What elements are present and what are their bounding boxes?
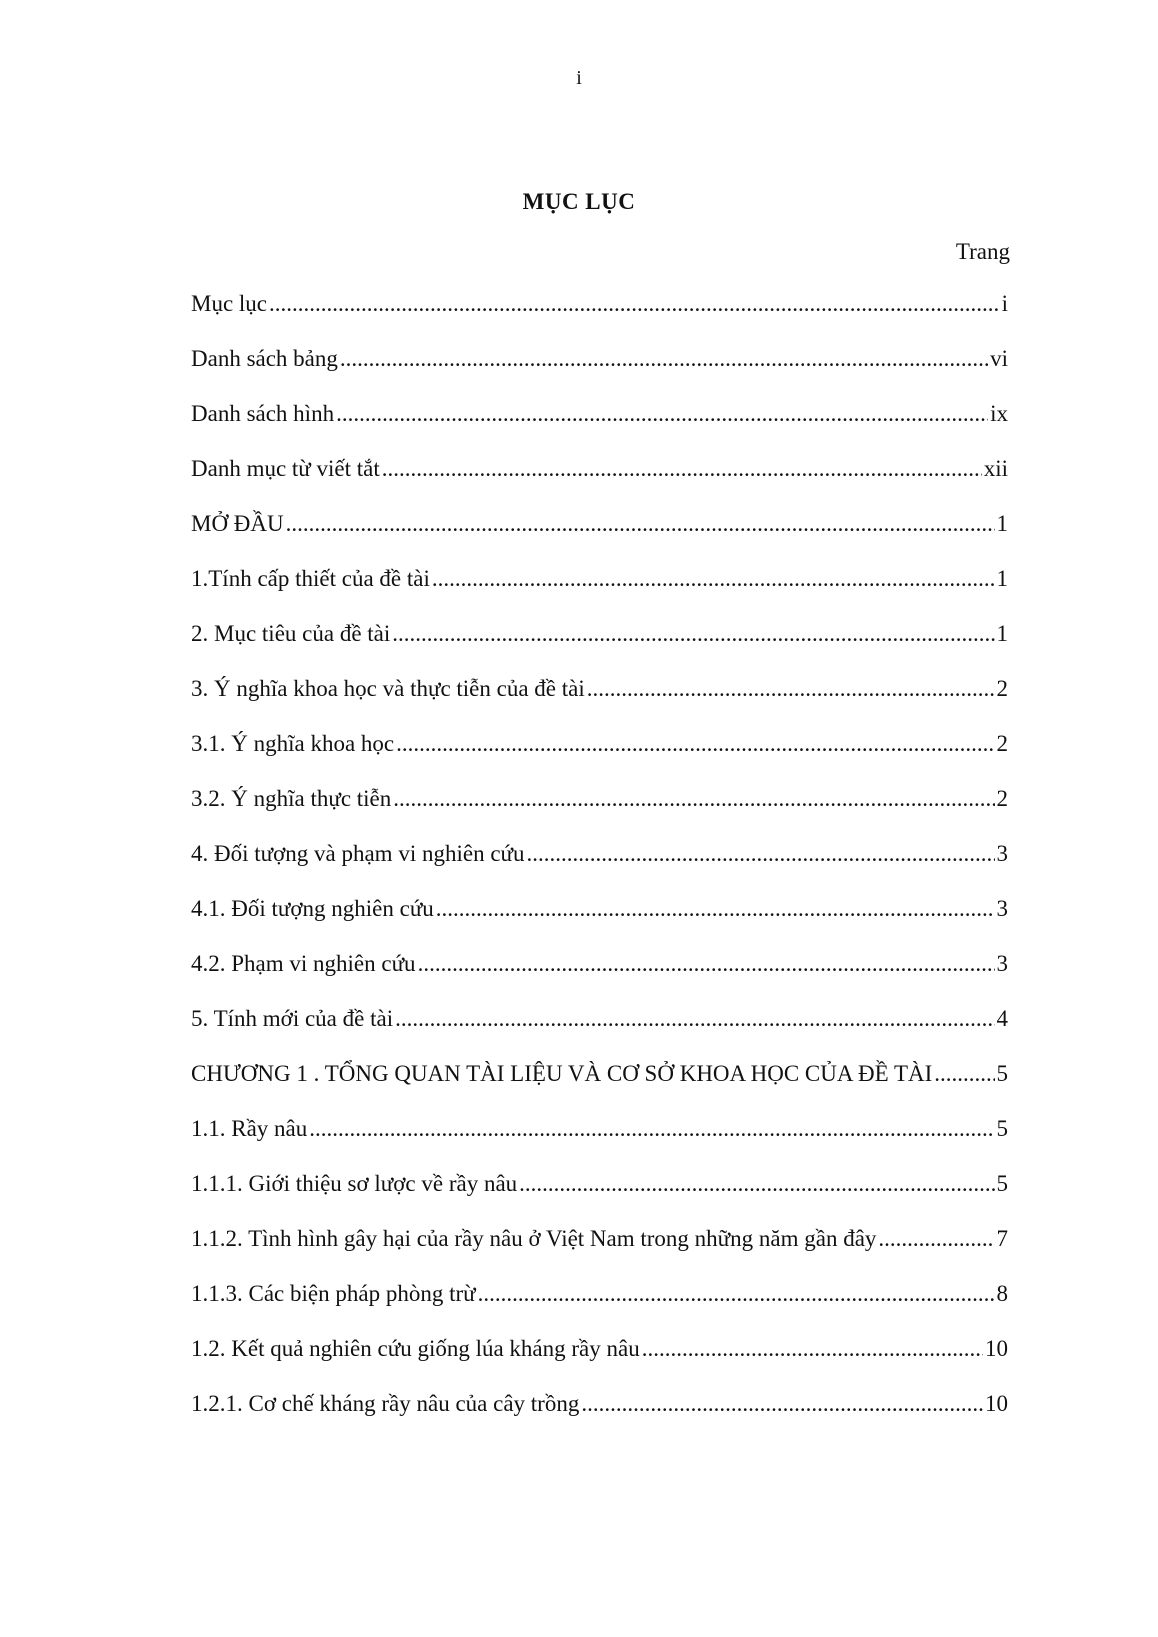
toc-entry-label: CHƯƠNG 1 . TỔNG QUAN TÀI LIỆU VÀ CƠ SỞ KHOA HỌC CỦA ĐỀ TÀI xyxy=(191,1061,933,1086)
toc-entry-page: 4 xyxy=(996,1006,1008,1031)
toc-entry-label: 1.1. Rầy nâu xyxy=(191,1116,308,1141)
toc-dot-leader xyxy=(336,400,988,428)
toc-entry[interactable] xyxy=(191,950,1008,1005)
toc-entry-label: 3.2. Ý nghĩa thực tiễn xyxy=(191,786,392,811)
toc-entry-page: 2 xyxy=(996,676,1008,701)
page-column-header: Trang xyxy=(955,239,1010,264)
toc-entry[interactable] xyxy=(191,785,1008,840)
toc-entry-label: 5. Tính mới của đề tài xyxy=(191,1006,394,1031)
toc-entry[interactable] xyxy=(191,565,1008,620)
toc-entry[interactable] xyxy=(191,1115,1008,1170)
toc-entry-label: 4.2. Phạm vi nghiên cứu xyxy=(191,951,416,976)
toc-entry-label: 1.1.2. Tình hình gây hại của rầy nâu ở Việt Nam trong những năm gần đây xyxy=(191,1226,877,1251)
toc-entry-label: 1.1.3. Các biện pháp phòng trừ xyxy=(191,1281,476,1306)
toc-entry-label: 4.1. Đối tượng nghiên cứu xyxy=(191,896,434,921)
toc-dot-leader xyxy=(432,565,995,593)
toc-dot-leader xyxy=(309,1115,994,1143)
toc-entry-label: Mục lục xyxy=(191,291,268,316)
toc-entry[interactable] xyxy=(191,1335,1008,1390)
toc-entry-page: 3 xyxy=(996,896,1008,921)
toc-dot-leader xyxy=(393,785,994,813)
toc-dot-leader xyxy=(527,840,995,868)
toc-dot-leader xyxy=(436,895,995,923)
toc-entry-page: 10 xyxy=(985,1391,1008,1416)
toc-dot-leader xyxy=(478,1280,995,1308)
toc-entry-label: 3. Ý nghĩa khoa học và thực tiễn của đề tài xyxy=(191,676,585,701)
toc-entry-page: 2 xyxy=(996,786,1008,811)
toc-entry[interactable] xyxy=(191,895,1008,950)
toc-entry[interactable] xyxy=(191,730,1008,785)
toc-entry-page: xii xyxy=(983,456,1008,481)
toc-entry-label: 3.1. Ý nghĩa khoa học xyxy=(191,731,395,756)
toc-entry-page: ix xyxy=(990,401,1008,426)
toc-entry[interactable] xyxy=(191,1005,1008,1060)
toc-entry[interactable] xyxy=(191,840,1008,895)
toc-entry[interactable] xyxy=(191,1170,1008,1225)
toc-entry-page: 1 xyxy=(996,621,1008,646)
toc-entry[interactable] xyxy=(191,1280,1008,1335)
toc-dot-leader xyxy=(382,455,982,483)
toc-entry-label: 1.2. Kết quả nghiên cứu giống lúa kháng rầy nâu xyxy=(191,1336,640,1361)
toc-dot-leader xyxy=(519,1170,994,1198)
toc-entry-page: i xyxy=(1001,291,1008,316)
toc-entry-page: 5 xyxy=(996,1171,1008,1196)
toc-entry-label: MỞ ĐẦU xyxy=(191,511,284,536)
toc-title: MỤC LỤC xyxy=(522,189,636,214)
toc-dot-leader xyxy=(395,1005,994,1033)
toc-dot-leader xyxy=(587,675,995,703)
toc-entry-label: 1.Tính cấp thiết của đề tài xyxy=(191,566,430,591)
toc-entry-page: 2 xyxy=(996,731,1008,756)
toc-entry[interactable] xyxy=(191,290,1008,345)
page-number: i xyxy=(576,67,582,89)
toc-dot-leader xyxy=(269,290,1000,318)
toc-dot-leader xyxy=(418,950,995,978)
toc-dot-leader xyxy=(642,1335,983,1363)
toc-entry[interactable] xyxy=(191,620,1008,675)
toc-entry-label: Danh sách hình xyxy=(191,401,335,426)
toc-entry-page: vi xyxy=(990,346,1008,371)
toc-entry-label: Danh mục từ viết tắt xyxy=(191,456,380,481)
toc-entry[interactable] xyxy=(191,1390,1008,1445)
toc-dot-leader xyxy=(340,345,988,373)
toc-dot-leader xyxy=(878,1225,994,1253)
toc-entry-page: 1 xyxy=(996,511,1008,536)
toc-entry[interactable] xyxy=(191,510,1008,565)
toc-entry[interactable] xyxy=(191,455,1008,510)
toc-entry[interactable] xyxy=(191,1225,1008,1280)
toc-entry-page: 10 xyxy=(985,1336,1008,1361)
toc-entry[interactable] xyxy=(191,675,1008,730)
toc-entry-label: 1.1.1. Giới thiệu sơ lược về rầy nâu xyxy=(191,1171,518,1196)
toc-entry-page: 5 xyxy=(996,1061,1008,1086)
toc-entry-label: 1.2.1. Cơ chế kháng rầy nâu của cây trồng xyxy=(191,1391,580,1416)
toc-entry-label: 2. Mục tiêu của đề tài xyxy=(191,621,391,646)
toc-entry[interactable] xyxy=(191,345,1008,400)
toc-entry-page: 5 xyxy=(996,1116,1008,1141)
toc-dot-leader xyxy=(286,510,995,538)
toc-entry-page: 3 xyxy=(996,951,1008,976)
toc-entry[interactable] xyxy=(191,1060,1008,1115)
toc-entry-page: 3 xyxy=(996,841,1008,866)
toc-dot-leader xyxy=(396,730,994,758)
table-of-contents xyxy=(191,290,1008,1445)
toc-entry-page: 1 xyxy=(996,566,1008,591)
toc-entry-page: 8 xyxy=(996,1281,1008,1306)
toc-dot-leader xyxy=(581,1390,983,1418)
toc-dot-leader xyxy=(392,620,994,648)
toc-entry-label: Danh sách bảng xyxy=(191,346,338,371)
toc-dot-leader xyxy=(934,1060,994,1088)
toc-entry-label: 4. Đối tượng và phạm vi nghiên cứu xyxy=(191,841,525,866)
toc-entry-page: 7 xyxy=(996,1226,1008,1251)
toc-entry[interactable] xyxy=(191,400,1008,455)
